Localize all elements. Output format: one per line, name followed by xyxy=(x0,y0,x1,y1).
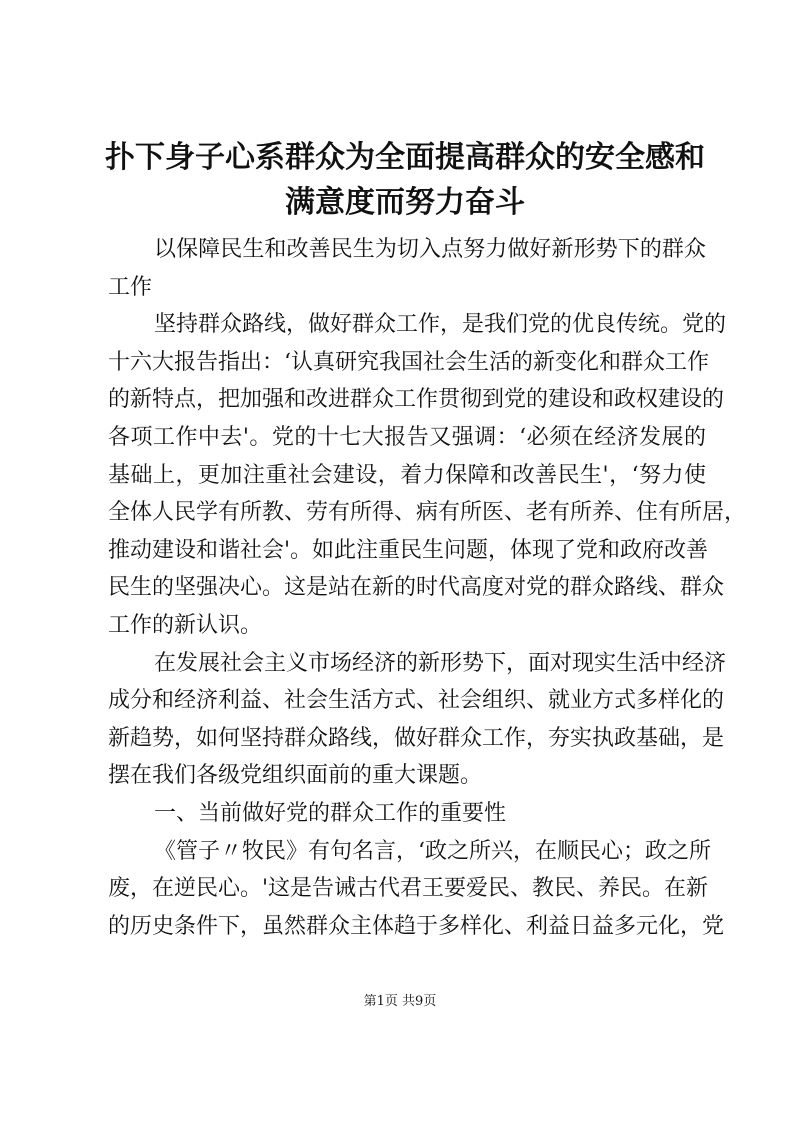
document-title-line-1: 扑下身子心系群众为全面提高群众的安全感和 xyxy=(105,140,705,175)
text-line: 在发展社会主义市场经济的新形势下，面对现实生活中经济 xyxy=(154,650,727,676)
text-line: 工作 xyxy=(108,274,153,300)
text-line: 民生的坚强决心。这是站在新的时代高度对党的群众路线、群众 xyxy=(108,575,725,601)
text-line: 以保障民生和改善民生为切入点努力做好新形势下的群众 xyxy=(154,237,706,262)
text-line: 工作的新认识。 xyxy=(108,613,263,638)
text-line: 各项工作中去'。党的十七大报告又强调：‘必须在经济发展的 xyxy=(108,425,706,450)
text-line: 全体人民学有所教、劳有所得、病有所医、老有所养、住有所居， xyxy=(108,500,747,526)
text-line: 《管子〃牧民》有句名言，‘政之所兴，在顺民心；政之所 xyxy=(154,838,711,864)
text-line: 基础上，更加注重社会建设，着力保障和改善民生'，‘努力使 xyxy=(108,462,706,488)
document-title-line-2: 满意度而努力奋斗 xyxy=(285,185,525,220)
text-line: 新趋势，如何坚持群众路线，做好群众工作，夯实执政基础，是 xyxy=(108,725,725,751)
page-footer: 第1页 共9页 xyxy=(363,994,437,1009)
text-line: 一、当前做好党的群众工作的重要性 xyxy=(154,801,507,826)
text-line: 坚持群众路线，做好群众工作，是我们党的优良传统。党的 xyxy=(154,312,727,338)
text-line: 摆在我们各级党组织面前的重大课题。 xyxy=(108,763,483,789)
text-line: 废，在逆民心。'这是告诫古代君王要爱民、教民、养民。在新 xyxy=(108,876,709,902)
text-line: 的历史条件下，虽然群众主体趋于多样化、利益日益多元化，党 xyxy=(108,913,725,939)
text-line: 十六大报告指出：‘认真研究我国社会生活的新变化和群众工作 xyxy=(108,349,709,375)
text-line: 推动建设和谐社会'。如此注重民生问题，体现了党和政府改善 xyxy=(108,537,709,563)
text-line: 成分和经济利益、社会生活方式、社会组织、就业方式多样化的 xyxy=(108,688,725,714)
text-line: 的新特点，把加强和改进群众工作贯彻到党的建设和政权建设的 xyxy=(108,387,725,413)
